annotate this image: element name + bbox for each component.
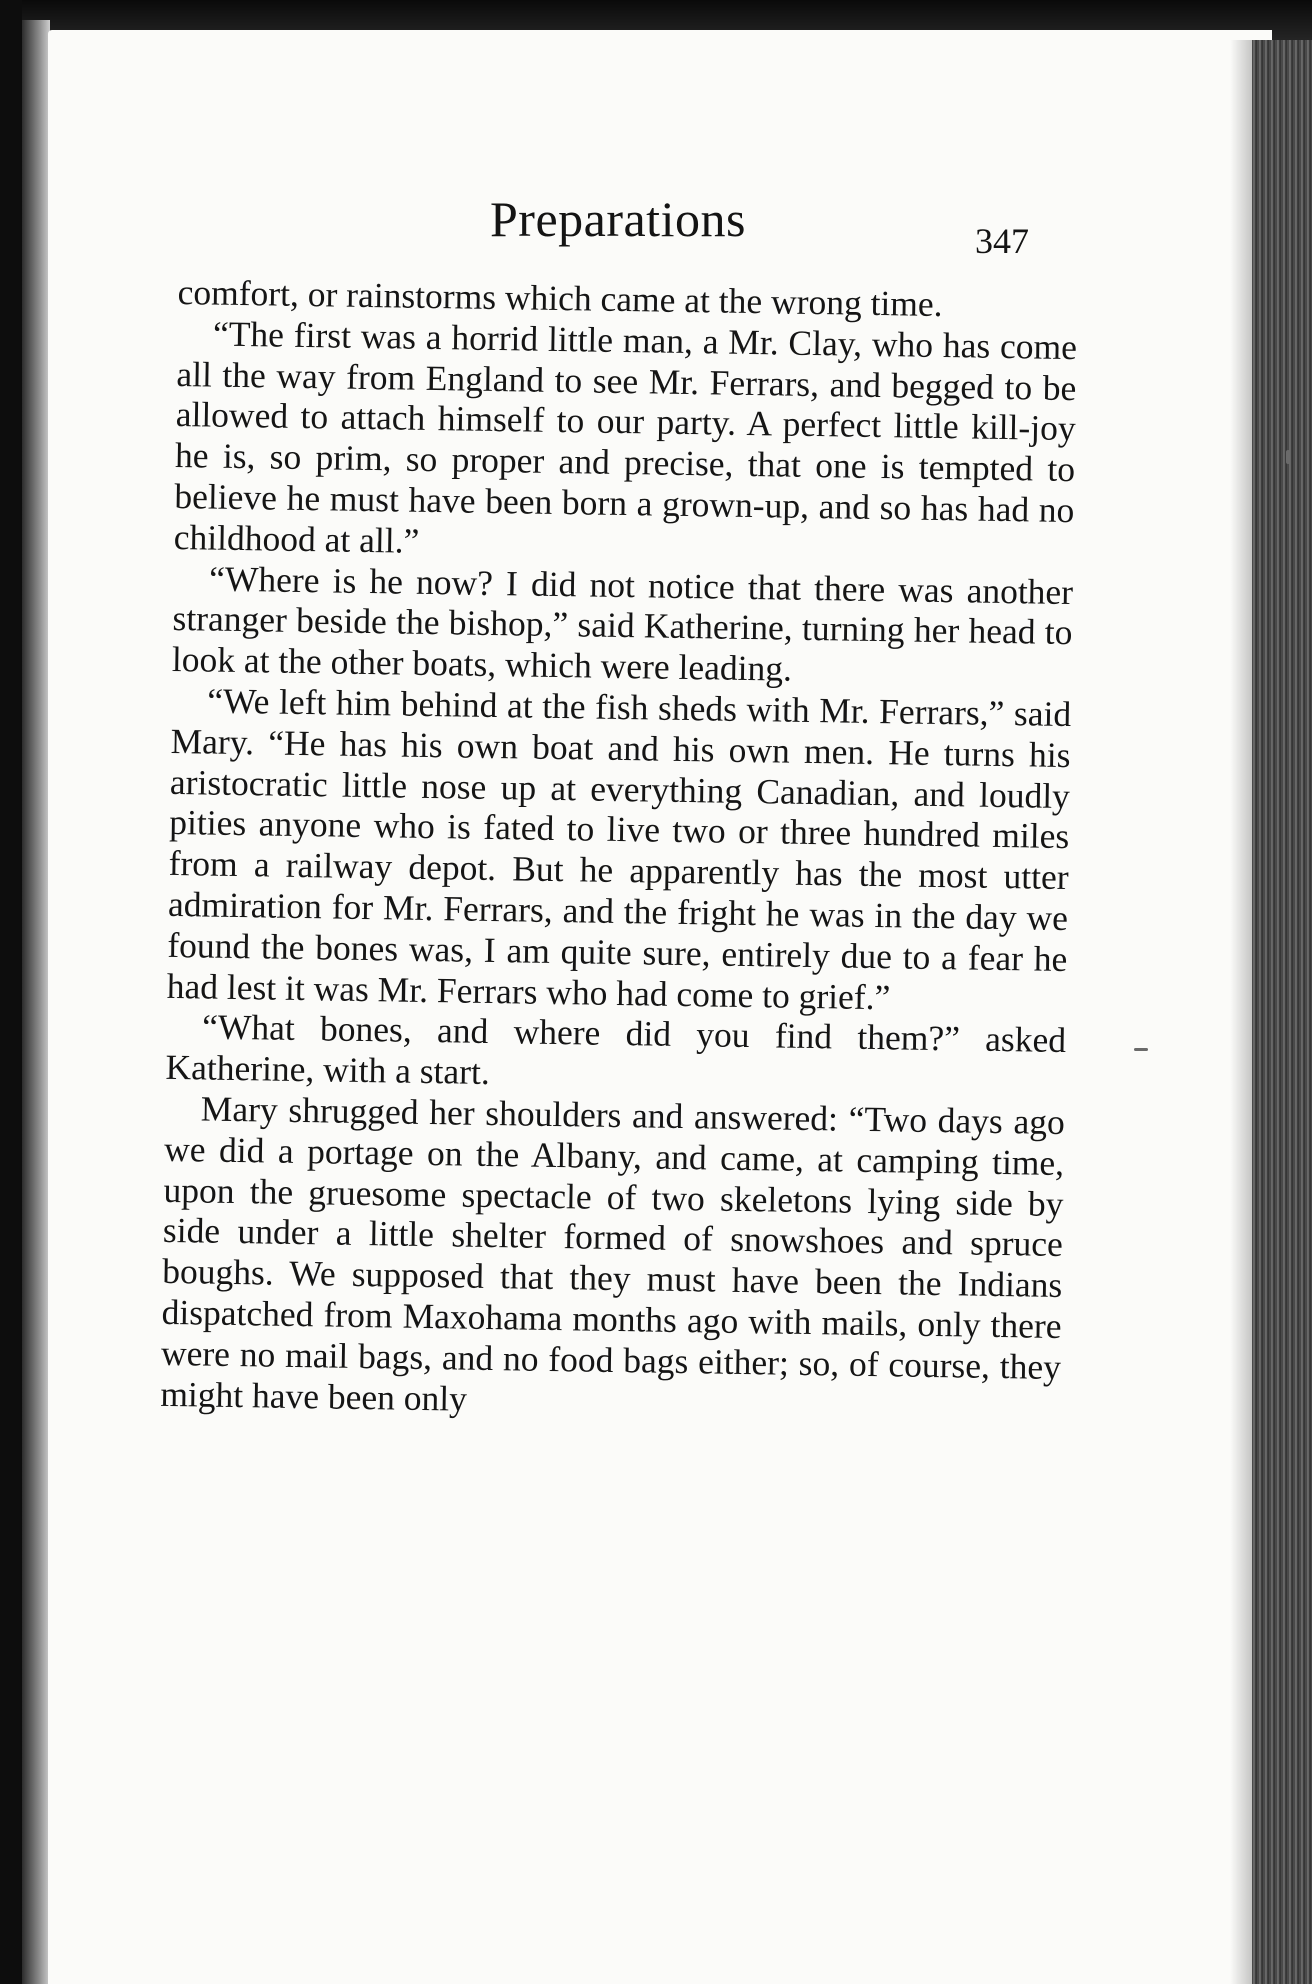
book-page-edges — [1252, 40, 1312, 1984]
page-header — [0, 190, 1312, 260]
book-binding-edge — [22, 20, 50, 1984]
paragraph: comfort, or rainstorms which came at the wrong time. — [177, 272, 943, 325]
paragraph: Mary shrugged her shoulders and answered: “Two days ago we did a portage on the Albany, and came, at camping time, upon the gruesome spectacle of two skeletons lying side by side under a little shelter formed of snowshoes and spruce boughs. We supposed that they must have been the Indians dispatched from Maxohama months ago with mails, only there were no mail bags, and no food bags either; so, of course, they might have been only — [160, 1088, 1066, 1419]
paragraph: “What bones, and where did you find them?” asked Katherine, with a start. — [165, 1006, 1067, 1093]
scan-speck — [1286, 450, 1290, 464]
paragraph: “Where is he now? I did not notice that there was another stranger beside the bishop,” said Katherine, turning her head to look at the other boats, which were leading. — [171, 558, 1074, 689]
scan-speck — [1134, 1048, 1148, 1051]
paragraph: “We left him behind at the fish sheds with Mr. Ferrars,” said Mary. “He has his own boat and his own men. He turns his aristocratic little nose up at everything Canadian, and loudly pities anyone who is fated to live two or three hundred miles from a railway depot. But he apparently has the most utter admiration for Mr. Ferrars, and the fright he was in the day we found the bones was, I am quite sure, entirely due to a fear he had lest it was Mr. Ferrars who had come to grief.” — [166, 680, 1072, 1017]
page-gutter-shadow — [1230, 40, 1254, 1984]
paragraph: “The first was a horrid little man, a Mr. Clay, who has come all the way from England to see Mr. Ferrars, and begged to be allowed to attach himself to our party. A perfect little kill-joy he is, so prim, so proper and precise, that one is tempted to believe he must have been born a grown-up, and so has had no childhood at all.” — [173, 313, 1078, 561]
scan-left-border — [0, 0, 22, 1984]
running-title: Preparations — [490, 191, 746, 247]
page-number: 347 — [975, 221, 1029, 261]
body-text — [160, 272, 1078, 1428]
